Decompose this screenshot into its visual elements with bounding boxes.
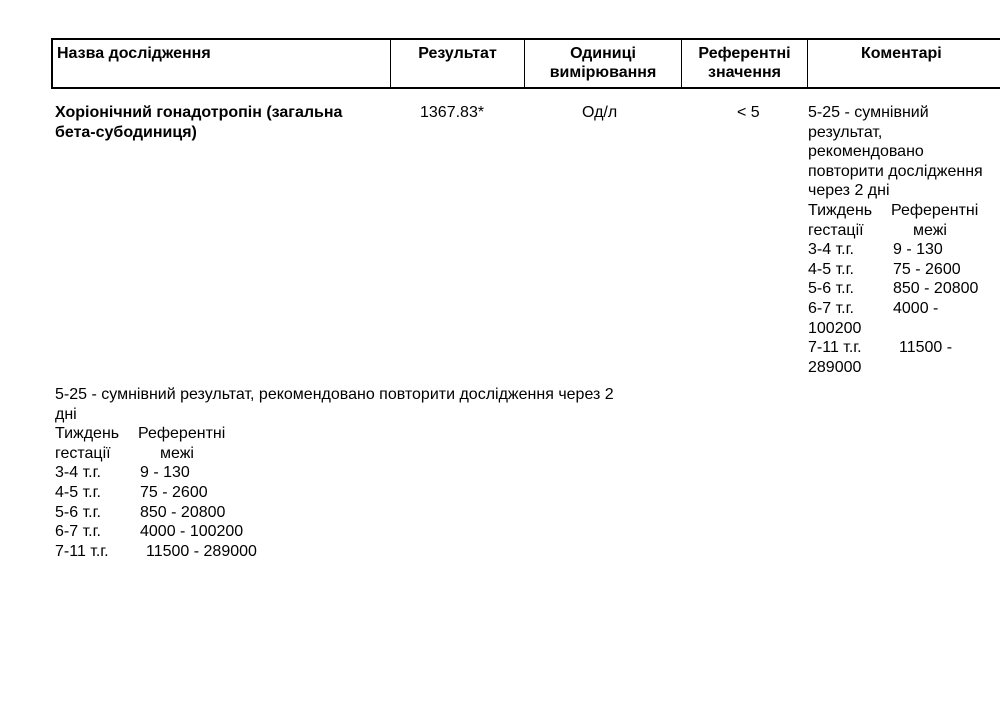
- bottom-ref-range: 850 - 20800: [140, 503, 226, 521]
- comment-cell: [808, 103, 983, 377]
- bottom-ref-header-row: [55, 424, 614, 444]
- header-units-line2: вимірювання: [549, 64, 657, 81]
- comment-ref-week: 4-5 т.г.: [808, 260, 854, 278]
- test-result: 1367.83*: [420, 104, 485, 121]
- comment-ref-range: 850 - 20800: [893, 280, 979, 298]
- comment-ref-header-limits: Референтні: [891, 201, 979, 219]
- comment-ref-range: 4000 -: [893, 299, 939, 317]
- header-result-label: Результат: [418, 45, 497, 62]
- comment-ref-row: [808, 279, 983, 299]
- bottom-ref-header-gestation: гестації: [55, 444, 111, 462]
- comment-ref-row-continued: [808, 358, 983, 378]
- bottom-ref-range: 75 - 2600: [140, 483, 208, 501]
- bottom-ref-row: [55, 503, 614, 523]
- comment-ref-week: 6-7 т.г.: [808, 299, 854, 317]
- bottom-note-line: 5-25 - сумнівний результат, рекомендовано повторити дослідження через 2: [55, 386, 614, 403]
- bottom-ref-header-week: Тиждень: [55, 425, 120, 443]
- header-reference-line1: Референтні: [698, 45, 791, 62]
- comment-ref-week: 3-4 т.г.: [808, 241, 854, 259]
- comment-ref-header-row: [808, 201, 983, 221]
- bottom-ref-row: [55, 483, 614, 503]
- comment-ref-header-bounds: межі: [913, 221, 947, 239]
- bottom-ref-week: 7-11 т.г.: [55, 542, 109, 560]
- comment-line: рекомендовано: [808, 143, 924, 161]
- bottom-ref-header-bounds: межі: [160, 444, 194, 462]
- comment-ref-header-week: Тиждень: [808, 201, 873, 219]
- comment-ref-row-continued: [808, 319, 983, 339]
- header-units-line1: Одиниці: [570, 45, 636, 62]
- comment-ref-range-continued: 100200: [808, 319, 862, 337]
- header-test-name-label: Назва дослідження: [57, 45, 211, 62]
- bottom-ref-week: 5-6 т.г.: [55, 503, 101, 521]
- comment-ref-row: [808, 299, 983, 319]
- comment-line: повторити дослідження: [808, 162, 983, 180]
- bottom-ref-row: [55, 542, 614, 562]
- header-result: [391, 40, 525, 87]
- bottom-ref-header-row: [55, 444, 614, 464]
- bottom-ref-range: 9 - 130: [140, 464, 190, 482]
- bottom-ref-row: [55, 522, 614, 542]
- comment-ref-header-row: [808, 221, 983, 241]
- comment-ref-week: 7-11 т.г.: [808, 339, 862, 357]
- comment-ref-header-gestation: гестації: [808, 221, 864, 239]
- results-table-header: [51, 38, 1000, 89]
- bottom-ref-range: 4000 - 100200: [140, 523, 244, 541]
- bottom-note-line: дні: [55, 405, 77, 423]
- header-test-name: [53, 40, 391, 87]
- bottom-note: [55, 385, 614, 561]
- comment-ref-range: 75 - 2600: [893, 260, 961, 278]
- comment-ref-row: [808, 338, 983, 358]
- header-units: [525, 40, 682, 87]
- bottom-ref-week: 6-7 т.г.: [55, 523, 101, 541]
- bottom-ref-week: 3-4 т.г.: [55, 464, 101, 482]
- comment-line: через 2 дні: [808, 182, 890, 200]
- comment-ref-week: 5-6 т.г.: [808, 280, 854, 298]
- header-reference-line2: значення: [708, 64, 781, 81]
- header-comments: [808, 40, 1000, 87]
- comment-ref-range: 11500 -: [899, 339, 953, 357]
- header-comments-label: Коментарі: [861, 45, 942, 62]
- test-name: Хоріонічний гонадотропін (загальна бета-субодиниця): [55, 104, 343, 141]
- header-reference: [682, 40, 808, 87]
- bottom-ref-week: 4-5 т.г.: [55, 483, 101, 501]
- bottom-ref-range: 11500 - 289000: [146, 542, 257, 560]
- comment-ref-range-continued: 289000: [808, 358, 862, 376]
- test-reference: < 5: [737, 104, 760, 121]
- comment-line: 5-25 - сумнівний: [808, 104, 929, 121]
- comment-ref-range: 9 - 130: [893, 241, 943, 259]
- bottom-ref-row: [55, 463, 614, 483]
- comment-line: результат,: [808, 123, 883, 141]
- bottom-ref-header-limits: Референтні: [138, 425, 226, 443]
- test-units: Од/л: [582, 104, 618, 121]
- comment-ref-row: [808, 240, 983, 260]
- comment-ref-row: [808, 260, 983, 280]
